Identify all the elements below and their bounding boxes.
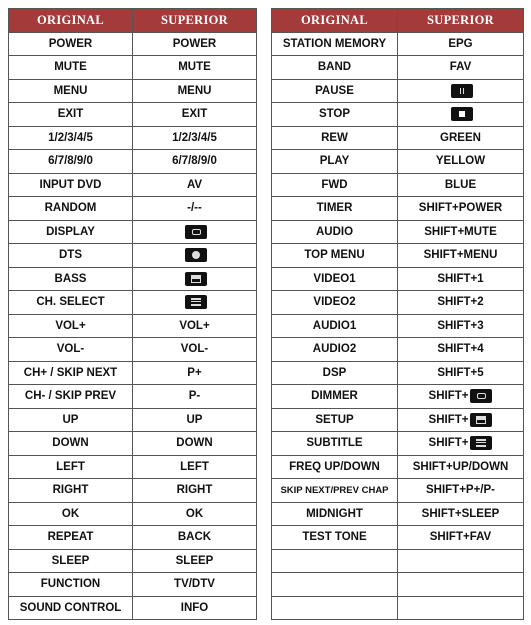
- table-row: [272, 479, 524, 503]
- original-key-cell: 6/7/8/9/0: [9, 150, 133, 174]
- superior-key-cell: [398, 361, 524, 385]
- original-key-cell: MENU: [9, 79, 133, 103]
- table-row: [272, 549, 524, 573]
- superior-key-label: EXIT: [181, 108, 208, 121]
- original-key-cell: VIDEO2: [272, 291, 398, 315]
- superior-key-cell: [133, 549, 257, 573]
- superior-key-label: SHIFT+3: [437, 319, 484, 332]
- table-row: [272, 173, 524, 197]
- original-key-cell: AUDIO2: [272, 338, 398, 362]
- original-key-cell: DIMMER: [272, 385, 398, 409]
- original-key-cell: PAUSE: [272, 79, 398, 103]
- table-row: [9, 103, 257, 127]
- superior-key-cell: [398, 338, 524, 362]
- superior-key-label: SHIFT+: [428, 390, 469, 403]
- superior-key-cell: [133, 455, 257, 479]
- superior-key-label: SHIFT+POWER: [418, 202, 503, 215]
- original-key-cell: DTS: [9, 244, 133, 268]
- table-row: [272, 220, 524, 244]
- superior-key-label: YELLOW: [435, 155, 486, 168]
- superior-key-cell: [398, 244, 524, 268]
- superior-key-label: SHIFT+SLEEP: [421, 507, 500, 520]
- superior-key-cell: [133, 479, 257, 503]
- stop-button-icon: [451, 107, 473, 121]
- superior-key-cell: [398, 502, 524, 526]
- table-row: [9, 432, 257, 456]
- superior-key-label: 1/2/3/4/5: [172, 131, 217, 144]
- table-row: [272, 338, 524, 362]
- table-row: [9, 455, 257, 479]
- superior-key-cell: [133, 596, 257, 620]
- original-key-cell: POWER: [9, 32, 133, 56]
- superior-key-label: SHIFT+2: [437, 296, 484, 309]
- original-key-cell: REPEAT: [9, 526, 133, 550]
- dts-button-icon: [185, 248, 207, 262]
- superior-column-header: SUPERIOR: [398, 9, 524, 33]
- superior-key-label: MUTE: [178, 61, 211, 74]
- table-row: [272, 291, 524, 315]
- table-row: [9, 385, 257, 409]
- superior-key-cell: [398, 573, 524, 597]
- ch-select-button-icon: [470, 436, 492, 450]
- superior-key-cell: [133, 79, 257, 103]
- superior-key-cell: [133, 573, 257, 597]
- original-key-cell: STOP: [272, 103, 398, 127]
- superior-key-label: SHIFT+MENU: [423, 249, 498, 262]
- superior-key-cell: [398, 291, 524, 315]
- original-key-cell: STATION MEMORY: [272, 32, 398, 56]
- table-row: [272, 197, 524, 221]
- superior-key-label: SLEEP: [175, 554, 214, 567]
- superior-key-label: LEFT: [180, 460, 209, 473]
- table-row: [272, 267, 524, 291]
- original-key-cell: VIDEO1: [272, 267, 398, 291]
- superior-key-cell: [398, 432, 524, 456]
- superior-key-cell: [398, 479, 524, 503]
- superior-key-cell: [133, 173, 257, 197]
- original-key-cell: UP: [9, 408, 133, 432]
- original-key-cell: AUDIO1: [272, 314, 398, 338]
- table-row: [9, 479, 257, 503]
- superior-key-cell: [133, 197, 257, 221]
- right-mapping-table: [271, 8, 524, 620]
- superior-key-cell: [133, 267, 257, 291]
- superior-key-cell: [133, 314, 257, 338]
- superior-key-label: BLUE: [444, 178, 477, 191]
- original-key-cell: PLAY: [272, 150, 398, 174]
- superior-key-label: SHIFT+P+/P-: [425, 484, 496, 497]
- display-button-icon: [470, 389, 492, 403]
- superior-key-label: BACK: [177, 531, 212, 544]
- table-row: [9, 197, 257, 221]
- header-row: [9, 9, 257, 33]
- table-row: [272, 502, 524, 526]
- superior-key-cell: [398, 526, 524, 550]
- superior-key-cell: [398, 549, 524, 573]
- superior-key-label: SHIFT+: [428, 437, 469, 450]
- superior-key-label: EPG: [448, 37, 473, 50]
- original-key-cell: FREQ UP/DOWN: [272, 455, 398, 479]
- table-row: [272, 573, 524, 597]
- table-row: [9, 338, 257, 362]
- bass-button-icon: [470, 413, 492, 427]
- superior-key-cell: [133, 291, 257, 315]
- table-row: [9, 220, 257, 244]
- superior-key-cell: [398, 103, 524, 127]
- original-key-cell: VOL+: [9, 314, 133, 338]
- superior-key-label: POWER: [172, 37, 217, 50]
- original-key-cell: SLEEP: [9, 549, 133, 573]
- superior-key-cell: [133, 385, 257, 409]
- superior-key-label: SHIFT+4: [437, 343, 484, 356]
- superior-key-label: VOL+: [179, 319, 210, 332]
- table-row: [9, 32, 257, 56]
- original-key-cell: VOL-: [9, 338, 133, 362]
- superior-key-label: DOWN: [176, 437, 213, 450]
- table-row: [9, 526, 257, 550]
- original-key-cell: AUDIO: [272, 220, 398, 244]
- table-row: [272, 244, 524, 268]
- table-row: [9, 267, 257, 291]
- superior-key-cell: [133, 126, 257, 150]
- superior-key-label: 6/7/8/9/0: [172, 155, 217, 168]
- superior-key-cell: [398, 220, 524, 244]
- original-key-cell: EXIT: [9, 103, 133, 127]
- original-key-cell: DOWN: [9, 432, 133, 456]
- table-row: [9, 573, 257, 597]
- table-row: [9, 56, 257, 80]
- superior-key-label: RIGHT: [176, 484, 213, 497]
- superior-key-cell: [133, 220, 257, 244]
- superior-key-cell: [398, 173, 524, 197]
- superior-key-label: SHIFT+MUTE: [424, 225, 497, 238]
- superior-key-label: AV: [186, 178, 203, 191]
- table-row: [272, 361, 524, 385]
- original-key-cell: CH+ / SKIP NEXT: [9, 361, 133, 385]
- original-key-cell: TIMER: [272, 197, 398, 221]
- superior-key-cell: [133, 338, 257, 362]
- superior-key-cell: [133, 526, 257, 550]
- original-key-cell: SKIP NEXT/PREV CHAP: [272, 479, 398, 503]
- superior-key-label: GREEN: [440, 131, 481, 144]
- table-row: [9, 361, 257, 385]
- superior-key-cell: [133, 103, 257, 127]
- left-mapping-table: [8, 8, 257, 620]
- superior-key-label: -/--: [187, 202, 202, 215]
- table-row: [272, 455, 524, 479]
- superior-key-cell: [398, 126, 524, 150]
- superior-key-label: MENU: [177, 84, 212, 97]
- original-key-cell: 1/2/3/4/5: [9, 126, 133, 150]
- superior-key-label: UP: [186, 413, 203, 426]
- original-key-cell: MIDNIGHT: [272, 502, 398, 526]
- table-row: [9, 314, 257, 338]
- table-row: [272, 32, 524, 56]
- bass-button-icon: [185, 272, 207, 286]
- superior-key-cell: [398, 596, 524, 620]
- original-key-cell: [272, 573, 398, 597]
- original-key-cell: RANDOM: [9, 197, 133, 221]
- table-row: [9, 244, 257, 268]
- table-row: [9, 408, 257, 432]
- table-row: [272, 56, 524, 80]
- superior-key-cell: [398, 197, 524, 221]
- table-row: [272, 150, 524, 174]
- original-key-cell: MUTE: [9, 56, 133, 80]
- original-key-cell: [272, 596, 398, 620]
- original-key-cell: BASS: [9, 267, 133, 291]
- original-key-cell: OK: [9, 502, 133, 526]
- display-button-icon: [185, 225, 207, 239]
- original-key-cell: [272, 549, 398, 573]
- header-row: [272, 9, 524, 33]
- table-row: [9, 549, 257, 573]
- table-row: [272, 103, 524, 127]
- original-key-cell: FWD: [272, 173, 398, 197]
- superior-key-label: P-: [188, 390, 201, 403]
- original-key-cell: CH- / SKIP PREV: [9, 385, 133, 409]
- superior-key-cell: [133, 244, 257, 268]
- superior-key-cell: [398, 56, 524, 80]
- superior-key-label: OK: [185, 507, 204, 520]
- superior-key-label: VOL-: [180, 343, 209, 356]
- original-key-cell: TEST TONE: [272, 526, 398, 550]
- superior-key-cell: [133, 150, 257, 174]
- table-row: [272, 385, 524, 409]
- table-row: [272, 408, 524, 432]
- original-key-cell: SETUP: [272, 408, 398, 432]
- original-key-cell: FUNCTION: [9, 573, 133, 597]
- original-key-cell: SUBTITLE: [272, 432, 398, 456]
- table-row: [272, 432, 524, 456]
- original-key-cell: REW: [272, 126, 398, 150]
- superior-key-label: P+: [187, 366, 202, 379]
- superior-key-label: SHIFT+: [428, 413, 469, 426]
- superior-key-label: FAV: [449, 61, 472, 74]
- original-column-header: ORIGINAL: [9, 9, 133, 33]
- table-row: [272, 596, 524, 620]
- superior-key-cell: [398, 267, 524, 291]
- superior-key-cell: [133, 56, 257, 80]
- superior-key-cell: [133, 432, 257, 456]
- superior-key-label: SHIFT+1: [437, 272, 484, 285]
- table-row: [272, 126, 524, 150]
- superior-key-cell: [398, 408, 524, 432]
- original-key-cell: DSP: [272, 361, 398, 385]
- superior-key-label: SHIFT+5: [437, 366, 484, 379]
- table-row: [9, 596, 257, 620]
- original-key-cell: CH. SELECT: [9, 291, 133, 315]
- ch-select-button-icon: [185, 295, 207, 309]
- superior-key-cell: [398, 385, 524, 409]
- table-row: [272, 79, 524, 103]
- original-key-cell: BAND: [272, 56, 398, 80]
- superior-key-cell: [133, 361, 257, 385]
- table-row: [9, 150, 257, 174]
- superior-key-label: SHIFT+UP/DOWN: [412, 460, 509, 473]
- superior-key-cell: [133, 502, 257, 526]
- table-row: [9, 173, 257, 197]
- table-row: [272, 314, 524, 338]
- superior-key-label: SHIFT+FAV: [429, 531, 492, 544]
- superior-key-cell: [398, 79, 524, 103]
- superior-key-label: TV/DTV: [174, 578, 215, 591]
- superior-key-cell: [133, 32, 257, 56]
- original-key-cell: DISPLAY: [9, 220, 133, 244]
- table-row: [9, 502, 257, 526]
- table-row: [9, 126, 257, 150]
- pause-button-icon: [451, 84, 473, 98]
- superior-key-cell: [398, 150, 524, 174]
- superior-column-header: SUPERIOR: [133, 9, 257, 33]
- superior-key-label: INFO: [180, 601, 209, 614]
- original-key-cell: TOP MENU: [272, 244, 398, 268]
- table-row: [9, 79, 257, 103]
- superior-key-cell: [133, 408, 257, 432]
- original-key-cell: LEFT: [9, 455, 133, 479]
- superior-key-cell: [398, 455, 524, 479]
- original-column-header: ORIGINAL: [272, 9, 398, 33]
- original-key-cell: INPUT DVD: [9, 173, 133, 197]
- original-key-cell: RIGHT: [9, 479, 133, 503]
- table-row: [9, 291, 257, 315]
- original-key-cell: SOUND CONTROL: [9, 596, 133, 620]
- table-row: [272, 526, 524, 550]
- superior-key-cell: [398, 32, 524, 56]
- superior-key-cell: [398, 314, 524, 338]
